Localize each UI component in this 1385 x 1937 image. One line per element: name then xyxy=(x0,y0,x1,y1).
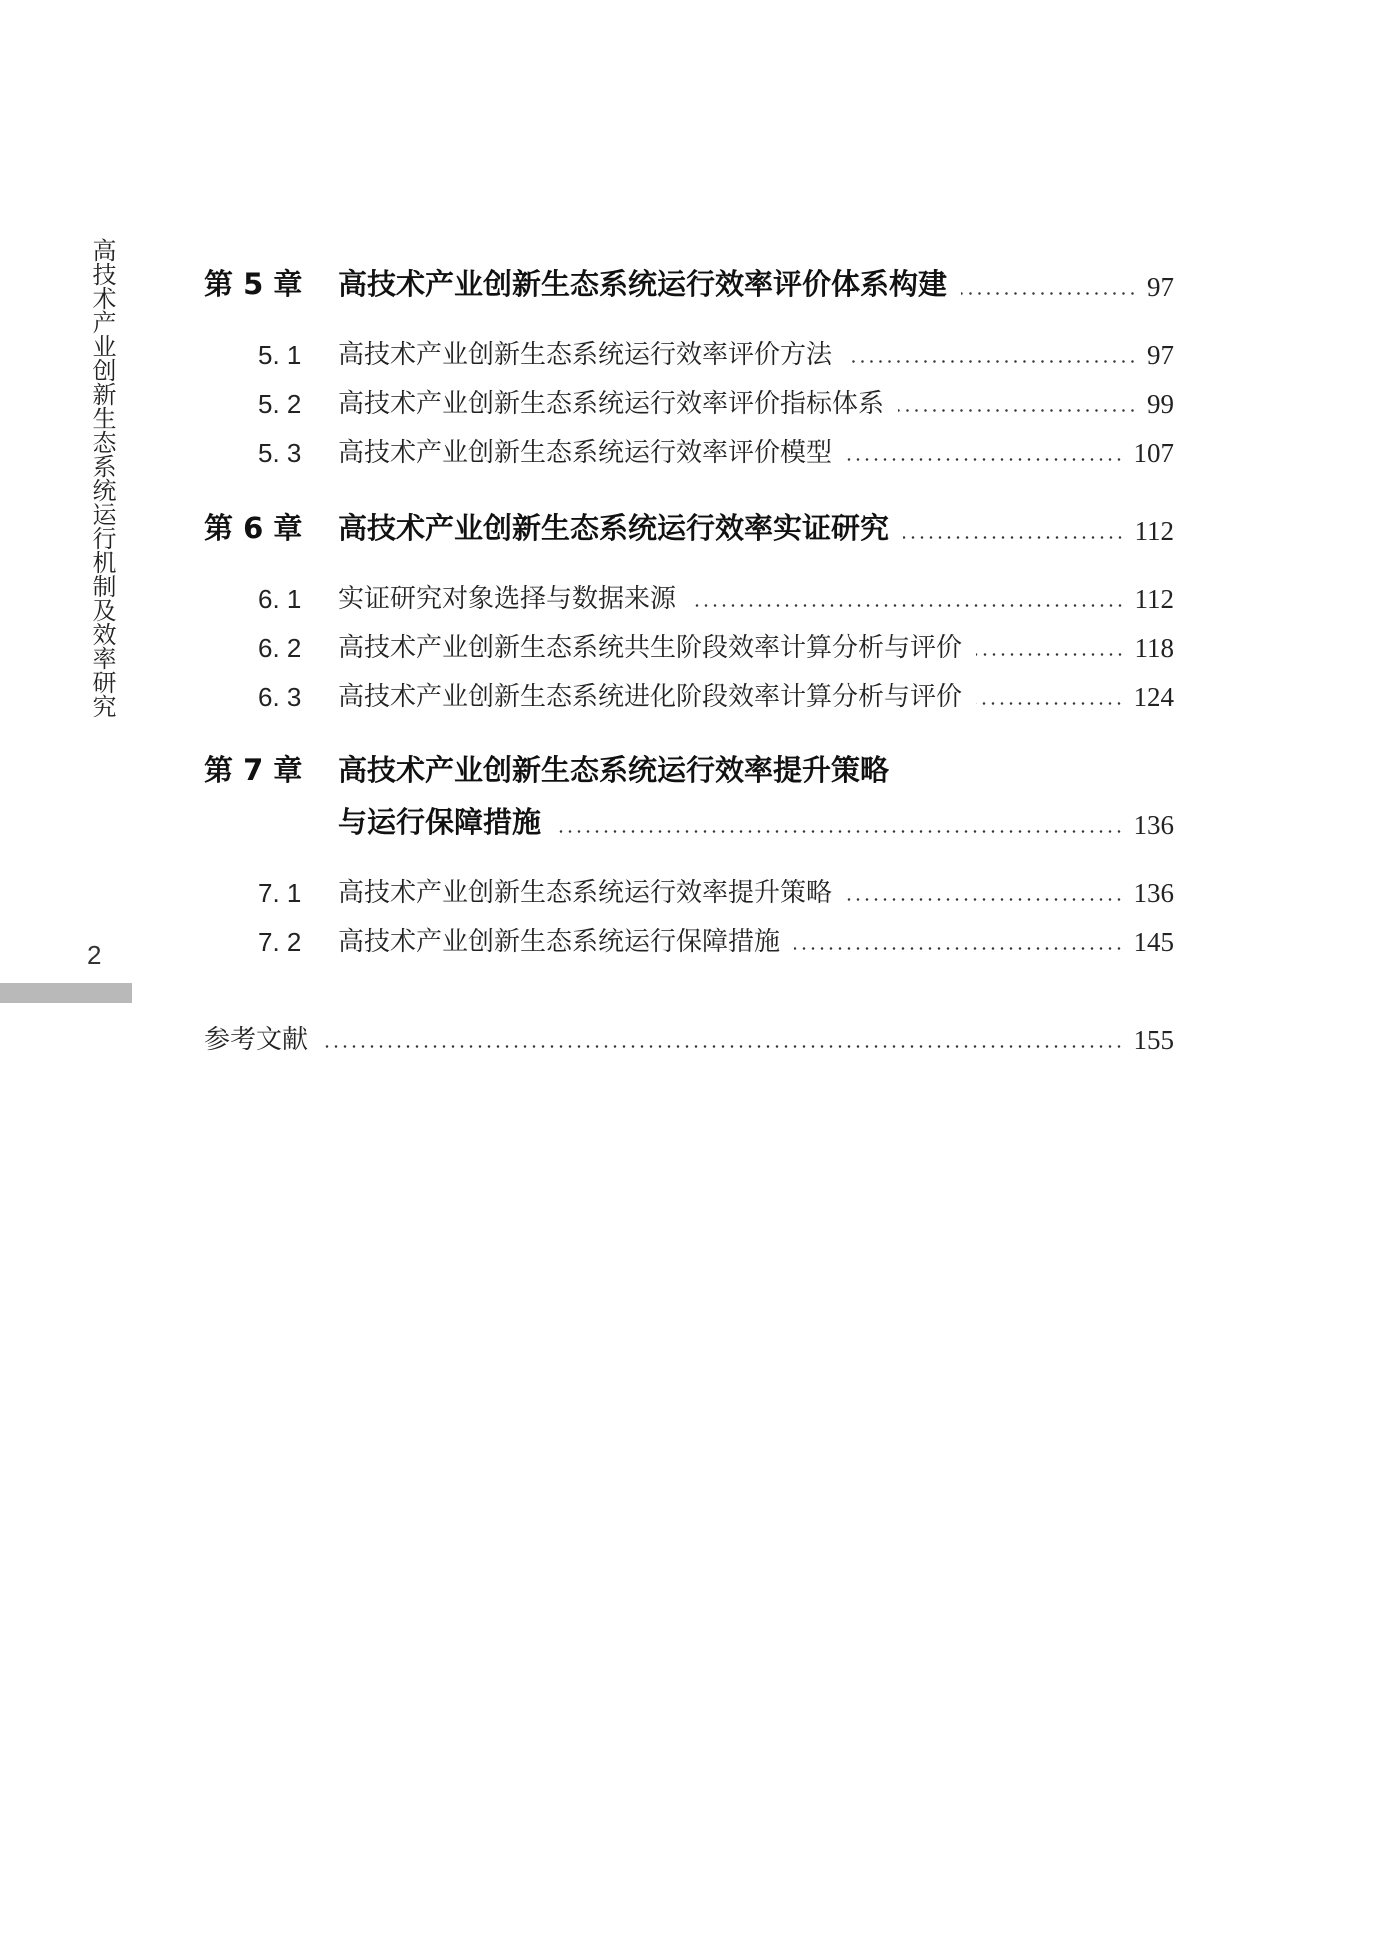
toc-section-5-3[interactable] xyxy=(258,432,1174,469)
page-tab-bar xyxy=(0,983,132,1003)
section-number: 7. 2 xyxy=(258,927,302,957)
leader-dots xyxy=(903,536,1124,539)
page-ref: 118 xyxy=(1134,633,1174,663)
running-book-title: 高技术产业创新生态系统运行机制及效率研究 xyxy=(88,238,116,718)
leader-dots xyxy=(555,830,1123,833)
chapter-number: 第 7 章 xyxy=(204,753,303,787)
chapter-title: 高技术产业创新生态系统运行效率实证研究 xyxy=(338,511,890,545)
toc-section-7-2[interactable] xyxy=(258,921,1174,958)
leader-dots xyxy=(898,409,1137,412)
page-ref: 145 xyxy=(1133,927,1174,957)
chapter-title: 高技术产业创新生态系统运行效率提升策略 xyxy=(338,753,890,787)
page-ref: 124 xyxy=(1133,682,1174,712)
toc-chapter-5[interactable] xyxy=(204,262,1174,303)
toc-section-6-3[interactable] xyxy=(258,676,1174,713)
chapter-title: 高技术产业创新生态系统运行效率评价体系构建 xyxy=(338,267,948,301)
section-number: 6. 1 xyxy=(258,584,302,614)
leader-dots xyxy=(690,604,1124,607)
page-ref: 97 xyxy=(1147,272,1174,302)
page-number: 2 xyxy=(87,940,102,970)
section-title: 高技术产业创新生态系统运行保障措施 xyxy=(338,927,781,957)
toc-section-5-2[interactable] xyxy=(258,383,1174,420)
section-title: 高技术产业创新生态系统共生阶段效率计算分析与评价 xyxy=(338,633,963,663)
leader-dots xyxy=(976,653,1124,656)
leader-dots xyxy=(961,292,1137,295)
toc-chapter-7-line1[interactable] xyxy=(204,748,1174,789)
page-ref: 97 xyxy=(1147,340,1174,370)
section-title: 高技术产业创新生态系统运行效率评价模型 xyxy=(338,438,833,468)
page-ref: 107 xyxy=(1133,438,1174,468)
section-title: 高技术产业创新生态系统进化阶段效率计算分析与评价 xyxy=(338,682,963,712)
toc-section-6-1[interactable] xyxy=(258,578,1174,615)
section-title: 高技术产业创新生态系统运行效率提升策略 xyxy=(338,878,833,908)
leader-dots xyxy=(794,947,1123,950)
leader-dots xyxy=(976,702,1123,705)
page-ref: 155 xyxy=(1133,1025,1174,1055)
toc-chapter-6[interactable] xyxy=(204,506,1174,547)
section-number: 5. 2 xyxy=(258,389,302,419)
section-number: 6. 2 xyxy=(258,633,302,663)
chapter-number: 第 6 章 xyxy=(204,511,303,545)
leader-dots xyxy=(846,458,1123,461)
section-number: 6. 3 xyxy=(258,682,302,712)
toc-references[interactable] xyxy=(204,1019,1174,1056)
toc-section-7-1[interactable] xyxy=(258,872,1174,909)
section-title: 高技术产业创新生态系统运行效率评价方法 xyxy=(338,340,833,370)
references-title: 参考文献 xyxy=(204,1025,309,1055)
section-title: 实证研究对象选择与数据来源 xyxy=(338,584,677,614)
toc-chapter-7-line2[interactable] xyxy=(338,800,1174,841)
page-ref: 136 xyxy=(1133,878,1174,908)
leader-dots xyxy=(846,360,1137,363)
page-ref: 112 xyxy=(1134,516,1174,546)
section-title: 高技术产业创新生态系统运行效率评价指标体系 xyxy=(338,389,885,419)
page-ref: 136 xyxy=(1133,810,1174,840)
page-ref: 112 xyxy=(1134,584,1174,614)
section-number: 5. 1 xyxy=(258,340,302,370)
chapter-title-continued: 与运行保障措施 xyxy=(338,805,542,839)
toc-section-5-1[interactable] xyxy=(258,334,1174,371)
chapter-number: 第 5 章 xyxy=(204,267,303,301)
toc-section-6-2[interactable] xyxy=(258,627,1174,664)
leader-dots xyxy=(846,898,1123,901)
section-number: 5. 3 xyxy=(258,438,302,468)
page-ref: 99 xyxy=(1147,389,1174,419)
leader-dots xyxy=(322,1045,1123,1048)
section-number: 7. 1 xyxy=(258,878,302,908)
